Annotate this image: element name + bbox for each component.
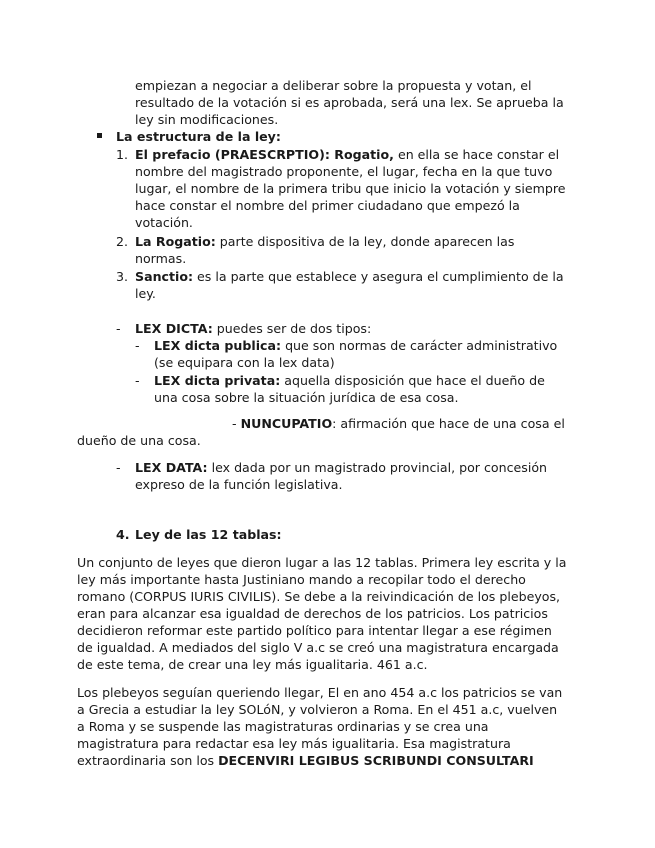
list-number: 2. <box>116 234 129 249</box>
intro-line: resultado de la votación si es aprobada, será una lex. Se aprueba la <box>135 95 564 110</box>
lex-data-bold: LEX DATA: <box>135 460 208 475</box>
dash-marker: - <box>116 460 121 475</box>
list-item-line: nombre del magistrado proponente, el lugar, fecha en la que tuvo <box>135 164 553 179</box>
paragraph-line <box>77 752 534 769</box>
list-item-line <box>135 233 514 250</box>
list-item-text: es la parte que establece y asegura el cumplimiento de la <box>193 269 564 284</box>
lex-dicta-sub-line <box>154 337 557 354</box>
paragraph-text: extraordinaria son los <box>77 753 219 768</box>
lex-data-line: expreso de la función legislativa. <box>135 477 343 492</box>
lex-dicta-sub-bold: LEX dicta privata: <box>154 373 281 388</box>
lex-dicta-line <box>135 320 371 337</box>
list-number: 3. <box>116 269 129 284</box>
bullet-square-icon <box>97 133 102 138</box>
paragraph-line: decidieron reformar este partido político para intentar llegar a ese régimen <box>77 623 552 638</box>
list-item-line: votación. <box>135 215 193 230</box>
paragraph-line: a Grecia a estudiar la ley SOLóN, y volvieron a Roma. En el 451 a.c, vuelven <box>77 702 558 717</box>
paragraph-line: romano (CORPUS IURIS CIVILIS). Se debe a la reivindicación de los plebeyos, <box>77 589 561 604</box>
lex-dicta-text: puedes ser de dos tipos: <box>212 321 372 336</box>
list-item-bold: El prefacio (PRAESCRPTIO): Rogatio, <box>135 147 394 162</box>
list-item-bold: Sanctio: <box>135 269 194 284</box>
nuncupatio-text: : afirmación que hace de una cosa el <box>332 416 565 431</box>
paragraph-line: a Roma y se suspende las magistraturas ordinarias y se crea una <box>77 719 489 734</box>
structure-heading <box>116 128 281 145</box>
paragraph-line: Un conjunto de leyes que dieron lugar a las 12 tablas. Primera ley escrita y la <box>77 555 567 570</box>
lex-dicta-sub-line: (se equipara con la lex data) <box>154 355 335 370</box>
section-heading-text: Ley de las 12 tablas: <box>135 527 282 542</box>
dash-marker: - <box>135 373 140 388</box>
nuncupatio-prefix: - <box>232 416 241 431</box>
list-item-text: parte dispositiva de la ley, donde aparecen las <box>215 234 515 249</box>
paragraph-bold: DECENVIRI LEGIBUS SCRIBUNDI CONSULTARI <box>218 753 534 768</box>
nuncupatio-line <box>232 415 565 432</box>
paragraph-line: eran para alcanzar esa igualdad de derechos de los patricios. Los patricios <box>77 606 548 621</box>
lex-dicta-sub-text: aquella disposición que hace el dueño de <box>280 373 545 388</box>
lex-dicta-sub-line: una cosa sobre la situación jurídica de esa cosa. <box>154 390 459 405</box>
list-item-line: ley. <box>135 286 156 301</box>
lex-dicta-sub-text: que son normas de carácter administrativo <box>281 338 558 353</box>
structure-heading-text: La estructura de la ley: <box>116 129 281 144</box>
nuncupatio-line: dueño de una cosa. <box>77 433 201 448</box>
list-item-text: en ella se hace constar el <box>393 147 560 162</box>
paragraph-line: magistratura para redactar esa ley más igualitaria. Esa magistratura <box>77 736 511 751</box>
section-number: 4. <box>116 527 130 542</box>
list-item-line: hace constar el nombre del primer ciudadano que empezó la <box>135 198 520 213</box>
paragraph-line: ley más importante hasta Justiniano mando a recopilar todo el derecho <box>77 572 526 587</box>
paragraph-line: de este tema, de crear una ley más igualitaria. 461 a.c. <box>77 657 428 672</box>
paragraph-line: Los plebeyos seguían queriendo llegar, El en ano 454 a.c los patricios se van <box>77 685 563 700</box>
list-item-line: lugar, el nombre de la primera tribu que inicio la votación y siempre <box>135 181 566 196</box>
intro-line: ley sin modificaciones. <box>135 112 279 127</box>
list-item-line <box>135 268 564 285</box>
lex-dicta-sub-bold: LEX dicta publica: <box>154 338 282 353</box>
lex-data-text: lex dada por un magistrado provincial, por concesión <box>207 460 548 475</box>
lex-dicta-bold: LEX DICTA: <box>135 321 213 336</box>
lex-data-line <box>135 459 547 476</box>
list-item-bold: La Rogatio: <box>135 234 216 249</box>
paragraph-line: de igualdad. A mediados del siglo V a.c se creó una magistratura encargada <box>77 640 559 655</box>
lex-dicta-sub-line <box>154 372 545 389</box>
dash-marker: - <box>116 321 121 336</box>
section-heading <box>135 526 282 543</box>
list-item-line <box>135 146 559 163</box>
dash-marker: - <box>135 338 140 353</box>
nuncupatio-bold: NUNCUPATIO <box>240 416 333 431</box>
list-item-line: normas. <box>135 251 187 266</box>
list-number: 1. <box>116 147 129 162</box>
section-heading <box>116 526 130 543</box>
intro-line: empiezan a negociar a deliberar sobre la propuesta y votan, el <box>135 78 532 93</box>
